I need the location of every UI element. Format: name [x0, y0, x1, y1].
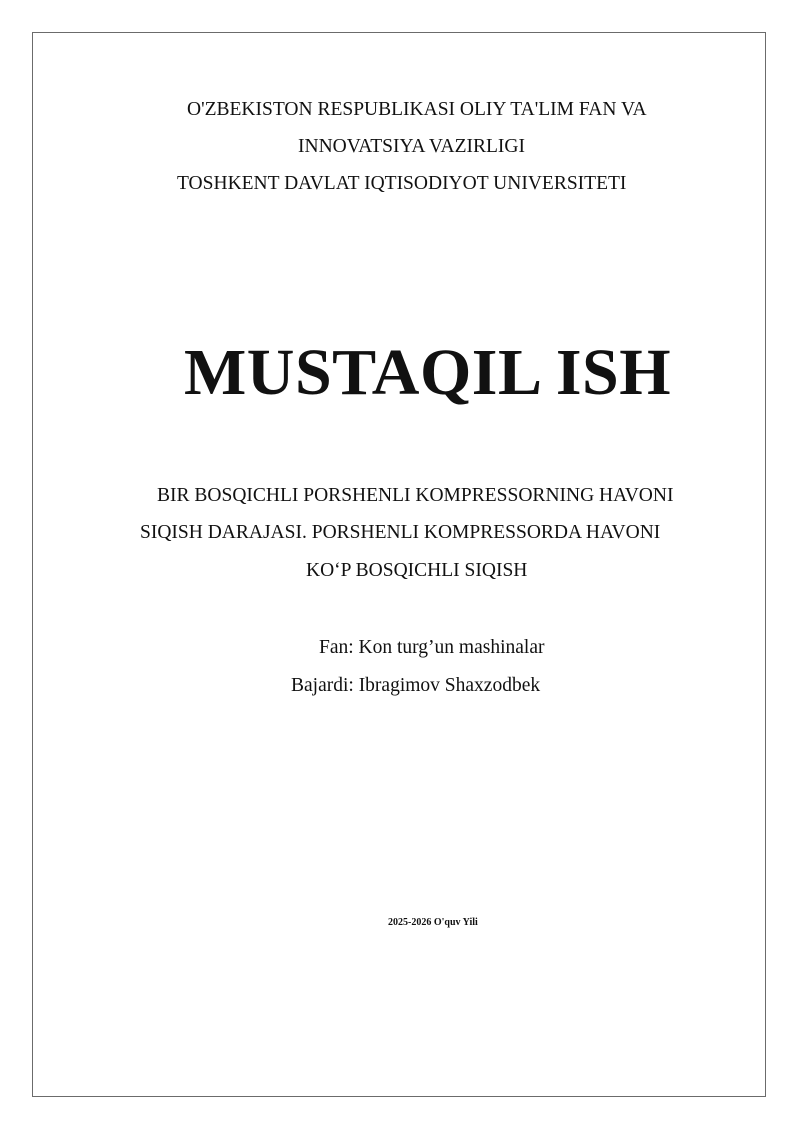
topic-line-3: KO‘P BOSQICHLI SIQISH: [306, 560, 528, 581]
ministry-name-line-1: O'ZBEKISTON RESPUBLIKASI OLIY TA'LIM FAN VA: [187, 99, 647, 120]
subject-line: Fan: Kon turg’un mashinalar: [319, 637, 545, 658]
topic-line-1: BIR BOSQICHLI PORSHENLI KOMPRESSORNING HAVONI: [157, 485, 674, 506]
ministry-name-line-2: INNOVATSIYA VAZIRLIGI: [298, 136, 525, 157]
academic-year: 2025-2026 O'quv Yili: [388, 917, 478, 928]
document-title: MUSTAQIL ISH: [184, 336, 672, 409]
topic-line-2: SIQISH DARAJASI. PORSHENLI KOMPRESSORDA HAVONI: [140, 522, 661, 543]
university-name: TOSHKENT DAVLAT IQTISODIYOT UNIVERSITETI: [177, 173, 627, 194]
author-line: Bajardi: Ibragimov Shaxzodbek: [291, 675, 541, 696]
